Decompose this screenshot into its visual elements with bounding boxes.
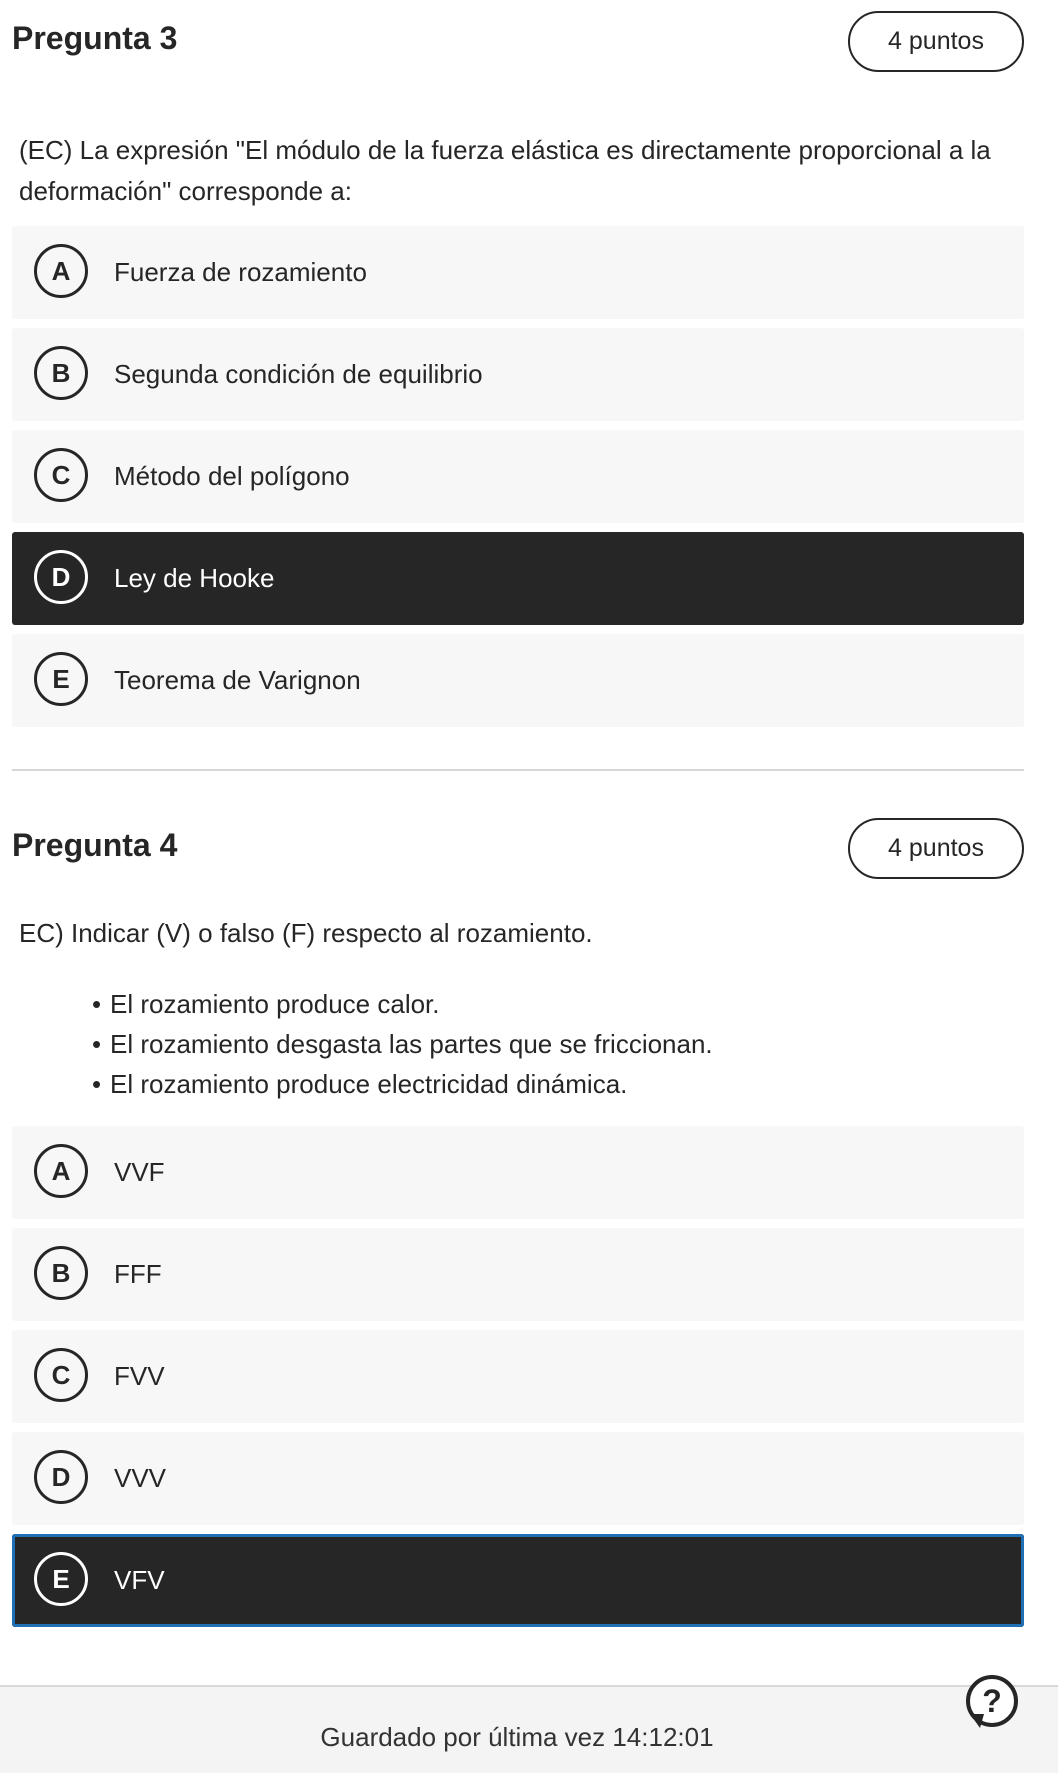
option-label: FFF	[114, 1259, 162, 1289]
option-label: Fuerza de rozamiento	[114, 257, 367, 287]
option-letter-e: E	[34, 652, 88, 706]
question-3	[12, 0, 1024, 727]
quiz-content	[12, 0, 1024, 1636]
question-3-option-c[interactable]	[12, 430, 1024, 523]
question-4-points-badge: 4 puntos	[848, 818, 1024, 879]
help-icon-tail	[970, 1714, 984, 1728]
statement-item: • El rozamiento desgasta las partes que se friccionan.	[96, 1024, 1024, 1064]
option-letter-d: D	[34, 550, 88, 604]
option-letter-b: B	[34, 346, 88, 400]
option-label: Segunda condición de equilibrio	[114, 359, 483, 389]
option-label: FVV	[114, 1361, 165, 1391]
option-label: Teorema de Varignon	[114, 665, 361, 695]
option-letter-a: A	[34, 1144, 88, 1198]
question-4-option-b[interactable]	[12, 1228, 1024, 1321]
option-letter-c: C	[34, 1348, 88, 1402]
question-4-options	[12, 1126, 1024, 1627]
question-3-title: Pregunta 3	[12, 20, 178, 56]
question-3-options	[12, 226, 1024, 727]
question-3-text: (EC) La expresión "El módulo de la fuerza elástica es directamente proporcional a la deformación" corresponde a:	[19, 135, 991, 206]
option-letter-d: D	[34, 1450, 88, 1504]
option-label: VVF	[114, 1157, 165, 1187]
question-4	[12, 807, 1024, 1627]
question-divider	[12, 769, 1024, 771]
last-saved-status: Guardado por última vez 14:12:01	[320, 1722, 714, 1752]
question-3-header	[12, 0, 1024, 86]
option-label: Ley de Hooke	[114, 563, 275, 593]
footer-bar	[0, 1685, 1058, 1773]
option-letter-b: B	[34, 1246, 88, 1300]
option-letter-e: E	[34, 1552, 88, 1606]
question-3-option-b[interactable]	[12, 328, 1024, 421]
statement-item: • El rozamiento produce electricidad dinámica.	[96, 1064, 1024, 1104]
question-4-option-a[interactable]	[12, 1126, 1024, 1219]
question-4-text: EC) Indicar (V) o falso (F) respecto al rozamiento.	[19, 918, 593, 948]
option-label: VVV	[114, 1463, 167, 1493]
help-icon[interactable]: ?	[966, 1675, 1018, 1727]
statement-item: • El rozamiento produce calor.	[96, 984, 1024, 1024]
question-4-option-d[interactable]	[12, 1432, 1024, 1525]
question-4-option-c[interactable]	[12, 1330, 1024, 1423]
question-3-points-badge: 4 puntos	[848, 11, 1024, 72]
spacer	[12, 1104, 1024, 1126]
question-3-option-d[interactable]	[12, 532, 1024, 625]
option-letter-c: C	[34, 448, 88, 502]
question-4-title: Pregunta 4	[12, 827, 178, 863]
option-label: VFV	[114, 1565, 165, 1595]
option-letter-a: A	[34, 244, 88, 298]
question-3-option-e[interactable]	[12, 634, 1024, 727]
question-3-option-a[interactable]	[12, 226, 1024, 319]
question-4-statements	[12, 984, 1024, 1104]
question-4-header	[12, 807, 1024, 893]
question-4-option-e[interactable]	[12, 1534, 1024, 1627]
option-label: Método del polígono	[114, 461, 350, 491]
